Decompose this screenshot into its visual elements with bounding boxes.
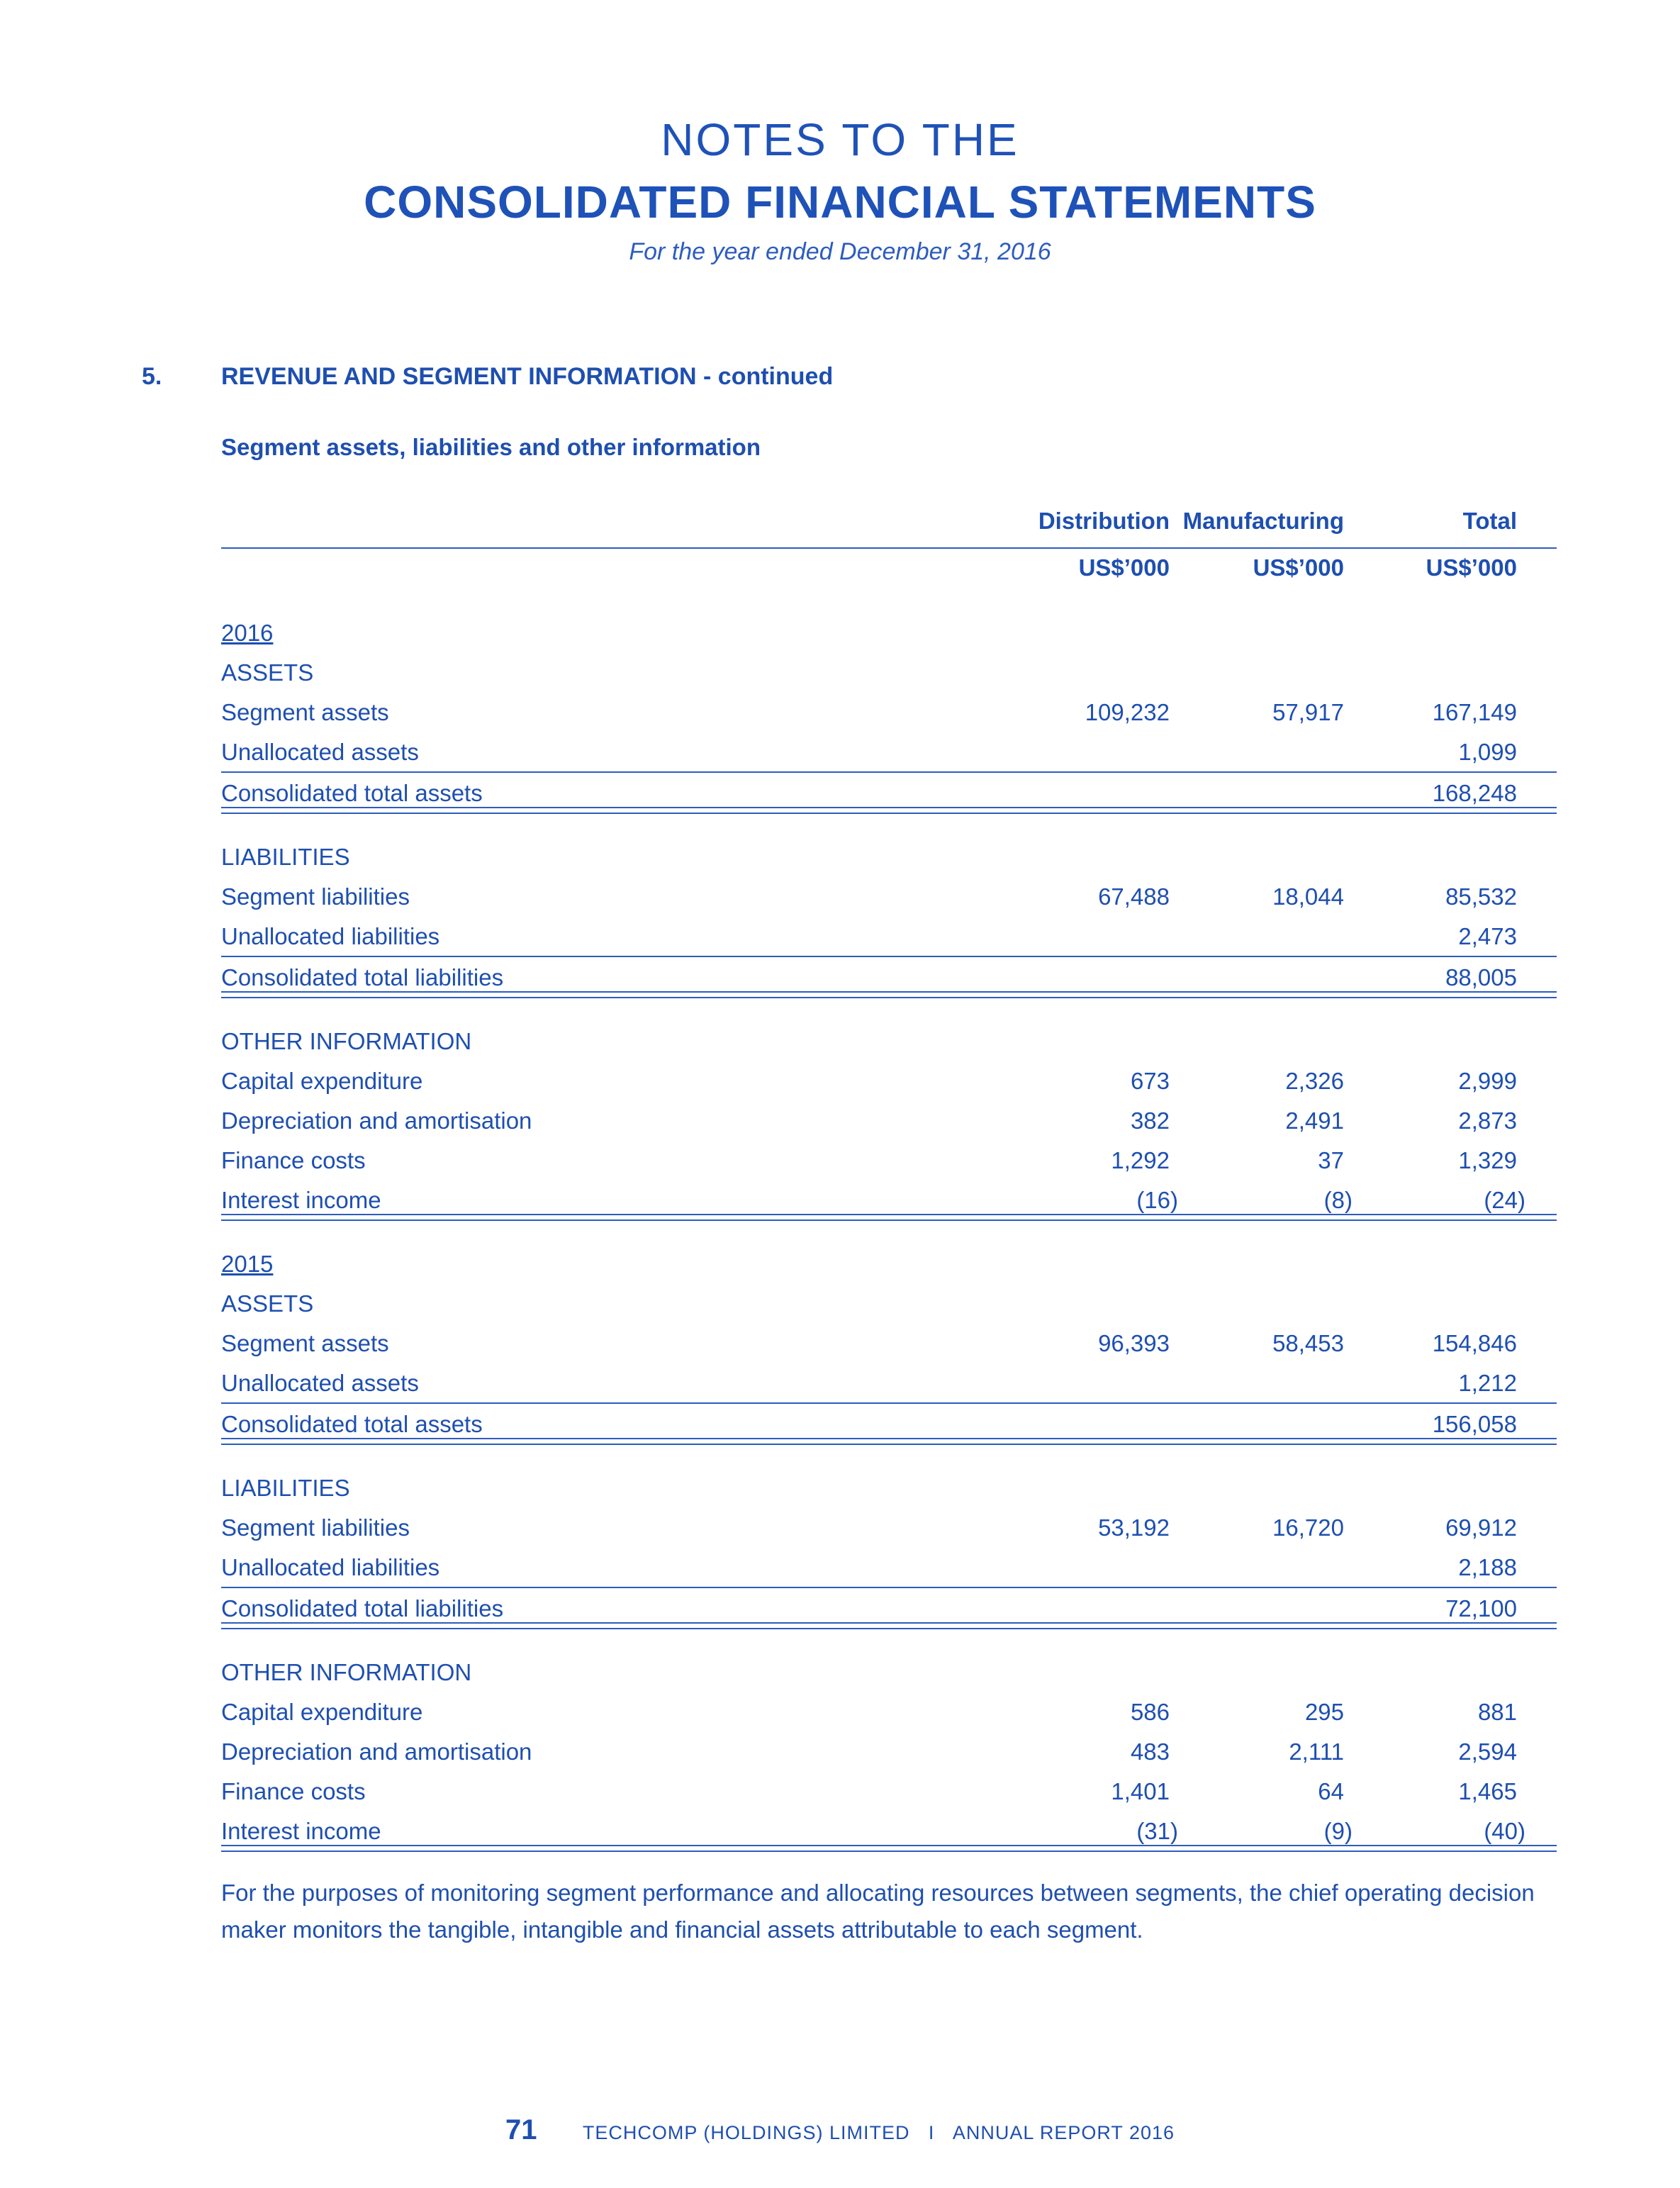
- row-label: Consolidated total liabilities: [221, 1595, 504, 1622]
- cell-distribution: 53,192: [1098, 1514, 1170, 1541]
- liabilities-heading: LIABILITIES: [221, 1475, 350, 1501]
- table-row: [221, 1692, 1557, 1731]
- cell-manufacturing: (9): [1323, 1818, 1353, 1844]
- row-label: Consolidated total assets: [221, 1411, 483, 1437]
- cell-total: 2,594: [1458, 1738, 1517, 1765]
- cell-distribution: 382: [1130, 1107, 1170, 1134]
- cell-distribution: 67,488: [1098, 883, 1170, 910]
- page-heading-line1: NOTES TO THE: [661, 114, 1019, 165]
- cell-manufacturing: 18,044: [1272, 883, 1344, 910]
- row-label: Capital expenditure: [221, 1068, 423, 1094]
- cell-distribution: 96,393: [1098, 1330, 1170, 1356]
- cell-manufacturing: 58,453: [1272, 1330, 1344, 1356]
- cell-total: 88,005: [1445, 964, 1517, 990]
- page-number: 71: [505, 2114, 537, 2145]
- cell-total: 1,329: [1458, 1147, 1517, 1173]
- row-label: Segment assets: [221, 1330, 389, 1356]
- column-header-distribution: Distribution: [1038, 508, 1170, 534]
- cell-total: 2,473: [1458, 923, 1517, 949]
- cell-total: 168,248: [1432, 780, 1517, 806]
- other-info-heading: OTHER INFORMATION: [221, 1659, 472, 1685]
- table-row: [221, 1771, 1557, 1811]
- page-heading-period: For the year ended December 31, 2016: [629, 238, 1051, 265]
- cell-manufacturing: 295: [1304, 1699, 1344, 1725]
- cell-total: 1,099: [1458, 739, 1517, 765]
- cell-distribution: 109,232: [1085, 699, 1170, 725]
- section-number: 5.: [142, 363, 162, 390]
- page-heading-line2: CONSOLIDATED FINANCIAL STATEMENTS: [364, 177, 1316, 228]
- row-label: Consolidated total assets: [221, 780, 483, 806]
- cell-distribution: 586: [1130, 1699, 1170, 1725]
- row-label: Interest income: [221, 1818, 381, 1844]
- row-label: Consolidated total liabilities: [221, 964, 504, 990]
- cell-manufacturing: 57,917: [1272, 699, 1344, 725]
- unit-manufacturing: US$’000: [1253, 554, 1344, 581]
- assets-heading: ASSETS: [221, 659, 314, 686]
- liabilities-heading: LIABILITIES: [221, 844, 350, 870]
- row-label: Segment liabilities: [221, 1514, 410, 1541]
- cell-total: 881: [1477, 1699, 1517, 1725]
- section-subtitle: Segment assets, liabilities and other information: [221, 434, 761, 460]
- cell-manufacturing: 2,491: [1285, 1107, 1344, 1134]
- cell-total: 2,999: [1458, 1068, 1517, 1094]
- cell-manufacturing: 2,326: [1285, 1068, 1344, 1094]
- cell-total: (24): [1484, 1187, 1525, 1213]
- cell-distribution: (31): [1136, 1818, 1178, 1844]
- cell-manufacturing: (8): [1323, 1187, 1353, 1213]
- cell-distribution: (16): [1136, 1187, 1178, 1213]
- row-label: Interest income: [221, 1187, 381, 1213]
- row-label: Finance costs: [221, 1147, 366, 1173]
- year-heading: 2016: [221, 620, 274, 646]
- cell-total: 72,100: [1445, 1595, 1517, 1622]
- cell-manufacturing: 64: [1318, 1778, 1344, 1804]
- table-row: [221, 1731, 1557, 1771]
- cell-distribution: 1,401: [1111, 1778, 1170, 1804]
- unit-distribution: US$’000: [1078, 554, 1170, 581]
- row-label: Depreciation and amortisation: [221, 1107, 532, 1134]
- table-row: [221, 1180, 1557, 1219]
- row-label: Unallocated assets: [221, 739, 419, 765]
- table-row: [221, 1100, 1557, 1140]
- table-row: [221, 1061, 1557, 1100]
- table-row-total: [221, 771, 1557, 813]
- table-row: [221, 1140, 1557, 1180]
- table-row-total: [221, 956, 1557, 997]
- cell-total: (40): [1484, 1818, 1525, 1844]
- table-row: [221, 1323, 1557, 1363]
- row-label: Unallocated liabilities: [221, 923, 440, 949]
- cell-distribution: 1,292: [1111, 1147, 1170, 1173]
- table-row: [221, 1547, 1557, 1587]
- cell-distribution: 483: [1130, 1738, 1170, 1765]
- row-label: Segment assets: [221, 699, 389, 725]
- cell-total: 156,058: [1432, 1411, 1517, 1437]
- table-row: [221, 732, 1557, 771]
- row-label: Segment liabilities: [221, 883, 410, 910]
- segment-table: [221, 508, 1557, 1851]
- cell-total: 154,846: [1432, 1330, 1517, 1356]
- table-row: [221, 1811, 1557, 1851]
- cell-total: 69,912: [1445, 1514, 1517, 1541]
- footnote-paragraph: For the purposes of monitoring segment performance and allocating resources between segments, the chief operating decision maker monitors the tangible, intangible and financial assets attributable to each segment.: [221, 1880, 1535, 1943]
- column-header-manufacturing: Manufacturing: [1182, 508, 1344, 534]
- table-row-total: [221, 1402, 1557, 1444]
- unit-header-row: [221, 547, 1557, 588]
- unit-total: US$’000: [1426, 554, 1517, 581]
- company-name: TECHCOMP (HOLDINGS) LIMITED: [582, 2122, 910, 2143]
- cell-distribution: 673: [1130, 1068, 1170, 1094]
- cell-manufacturing: 16,720: [1272, 1514, 1344, 1541]
- column-header-row: [221, 508, 1557, 547]
- row-label: Capital expenditure: [221, 1699, 423, 1725]
- table-row-total: [221, 1587, 1557, 1628]
- table-row: [221, 1363, 1557, 1402]
- page-footer: [0, 2114, 1680, 2146]
- row-label: Finance costs: [221, 1778, 366, 1804]
- row-label: Unallocated liabilities: [221, 1554, 440, 1580]
- other-info-heading: OTHER INFORMATION: [221, 1028, 472, 1054]
- year-heading: 2015: [221, 1251, 274, 1277]
- cell-total: 2,873: [1458, 1107, 1517, 1134]
- table-row: [221, 692, 1557, 732]
- table-row: [221, 876, 1557, 916]
- cell-total: 1,465: [1458, 1778, 1517, 1804]
- footer-separator: I: [928, 2122, 934, 2143]
- table-row: [221, 916, 1557, 956]
- cell-total: 85,532: [1445, 883, 1517, 910]
- section-title: REVENUE AND SEGMENT INFORMATION - continued: [221, 363, 834, 390]
- assets-heading: ASSETS: [221, 1290, 314, 1317]
- report-name: ANNUAL REPORT 2016: [952, 2122, 1175, 2143]
- cell-total: 167,149: [1432, 699, 1517, 725]
- cell-total: 2,188: [1458, 1554, 1517, 1580]
- cell-total: 1,212: [1458, 1370, 1517, 1396]
- cell-manufacturing: 2,111: [1289, 1738, 1344, 1765]
- row-label: Unallocated assets: [221, 1370, 419, 1396]
- cell-manufacturing: 37: [1318, 1147, 1344, 1173]
- table-row: [221, 1507, 1557, 1547]
- column-header-total: Total: [1462, 508, 1517, 534]
- row-label: Depreciation and amortisation: [221, 1738, 532, 1765]
